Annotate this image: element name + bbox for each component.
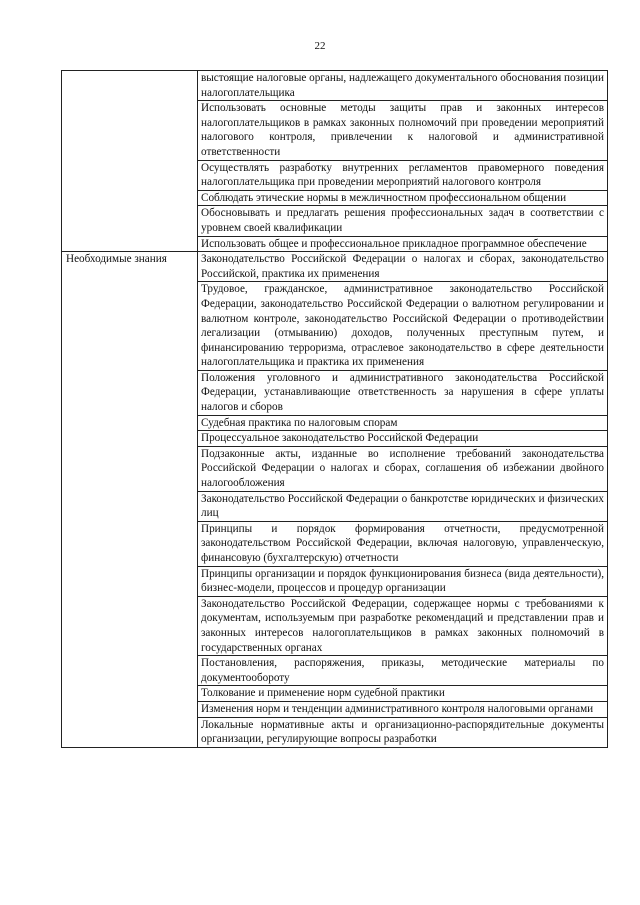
table-cell [198, 686, 608, 702]
cell-text: Постановления, распоряжения, приказы, методические материалы по документообороту [201, 657, 604, 684]
table-cell [198, 717, 608, 747]
table-cell [198, 596, 608, 655]
cell-text: Положения уголовного и административного законодательства Российской Федерации, устанавливающие ответственность за нарушения в сфере уплаты налогов и сборов [201, 371, 604, 414]
table-cell [198, 252, 608, 282]
table-cell [198, 370, 608, 415]
table-row [62, 252, 608, 282]
cell-text: выстоящие налоговые органы, надлежащего документального обоснования позиции налогоплательщика [201, 72, 604, 99]
table-cell [198, 656, 608, 686]
cell-text: Законодательство Российской Федерации, содержащее нормы с требованиями к документам, используемым при разработке рекомендаций и представлении прав и законных интересов налогоплательщиков в рамках законных полномочий в государственных органах [201, 597, 604, 654]
table-cell [198, 566, 608, 596]
cell-text: Процессуальное законодательство Российской Федерации [201, 432, 479, 445]
table-row [62, 71, 608, 101]
table-cell [198, 101, 608, 160]
table-cell [198, 206, 608, 236]
table-cell [198, 282, 608, 371]
table-cell [198, 701, 608, 717]
requirements-table [61, 70, 608, 748]
cell-text: Законодательство Российской Федерации о банкротстве юридических и физических лиц [201, 492, 604, 520]
section-label-cell [62, 252, 198, 748]
cell-text: Судебная практика по налоговым спорам [201, 416, 398, 429]
cell-text: Трудовое, гражданское, административное законодательство Российской Федерации, законодательство Российской Федерации о валютном регулировании и валютном контроле, законодательство Российской Федерации о противодействии легализации (отмыванию) доходов, полученных преступным путем, и финансированию терроризма, отраслевое законодательство в сфере деятельности налогоплательщика и практика их применения [201, 283, 604, 369]
empty-label-cell [62, 71, 198, 252]
page-number: 22 [314, 40, 326, 52]
table-cell [198, 236, 608, 252]
cell-text: Использовать основные методы защиты прав и законных интересов налогоплательщиков в рамках законных полномочий при проведении мероприятий налогового контроля, привлечении к налоговой и административной ответственности [201, 102, 604, 158]
table-cell [198, 521, 608, 566]
cell-text: Принципы организации и порядок функционирования бизнеса (вида деятельности), бизнес-модели, процессов и процедур организации [201, 567, 604, 595]
cell-text: Изменения норм и тенденции административного контроля налоговыми органами [201, 702, 594, 715]
cell-text: Подзаконные акты, изданные во исполнение требований законодательства Российской Федерации о налогах и сборах, соглашения об избежании двойного налогообложения [201, 447, 604, 490]
cell-text: Использовать общее и профессиональное прикладное программное обеспечение [201, 237, 587, 250]
cell-text: Осуществлять разработку внутренних регламентов правомерного поведения налогоплательщика при проведении мероприятий налогового контроля [201, 161, 604, 189]
table-cell [198, 491, 608, 521]
cell-text: Толкование и применение норм судебной практики [201, 687, 445, 700]
cell-text: Принципы и порядок формирования отчетности, предусмотренной законодательством Российской Федерации, включая налоговую, управленческую, финансовую (бухгалтерскую) отчетности [201, 522, 604, 564]
table-cell [198, 160, 608, 190]
table-cell [198, 431, 608, 447]
cell-text: Обосновывать и предлагать решения профессиональных задач в соответствии с уровнем своей квалификации [201, 207, 604, 234]
section-label: Необходимые знания [66, 253, 167, 266]
table-cell [198, 71, 608, 101]
cell-text: Законодательство Российской Федерации о налогах и сборах, законодательство Российской, практика их применения [201, 253, 604, 280]
table-cell [198, 446, 608, 491]
table-cell [198, 415, 608, 431]
table-cell [198, 190, 608, 206]
cell-text: Соблюдать этические нормы в межличностном профессиональном общении [201, 191, 567, 204]
cell-text: Локальные нормативные акты и организационно-распорядительные документы организации, регулирующие вопросы разработки [201, 718, 604, 746]
